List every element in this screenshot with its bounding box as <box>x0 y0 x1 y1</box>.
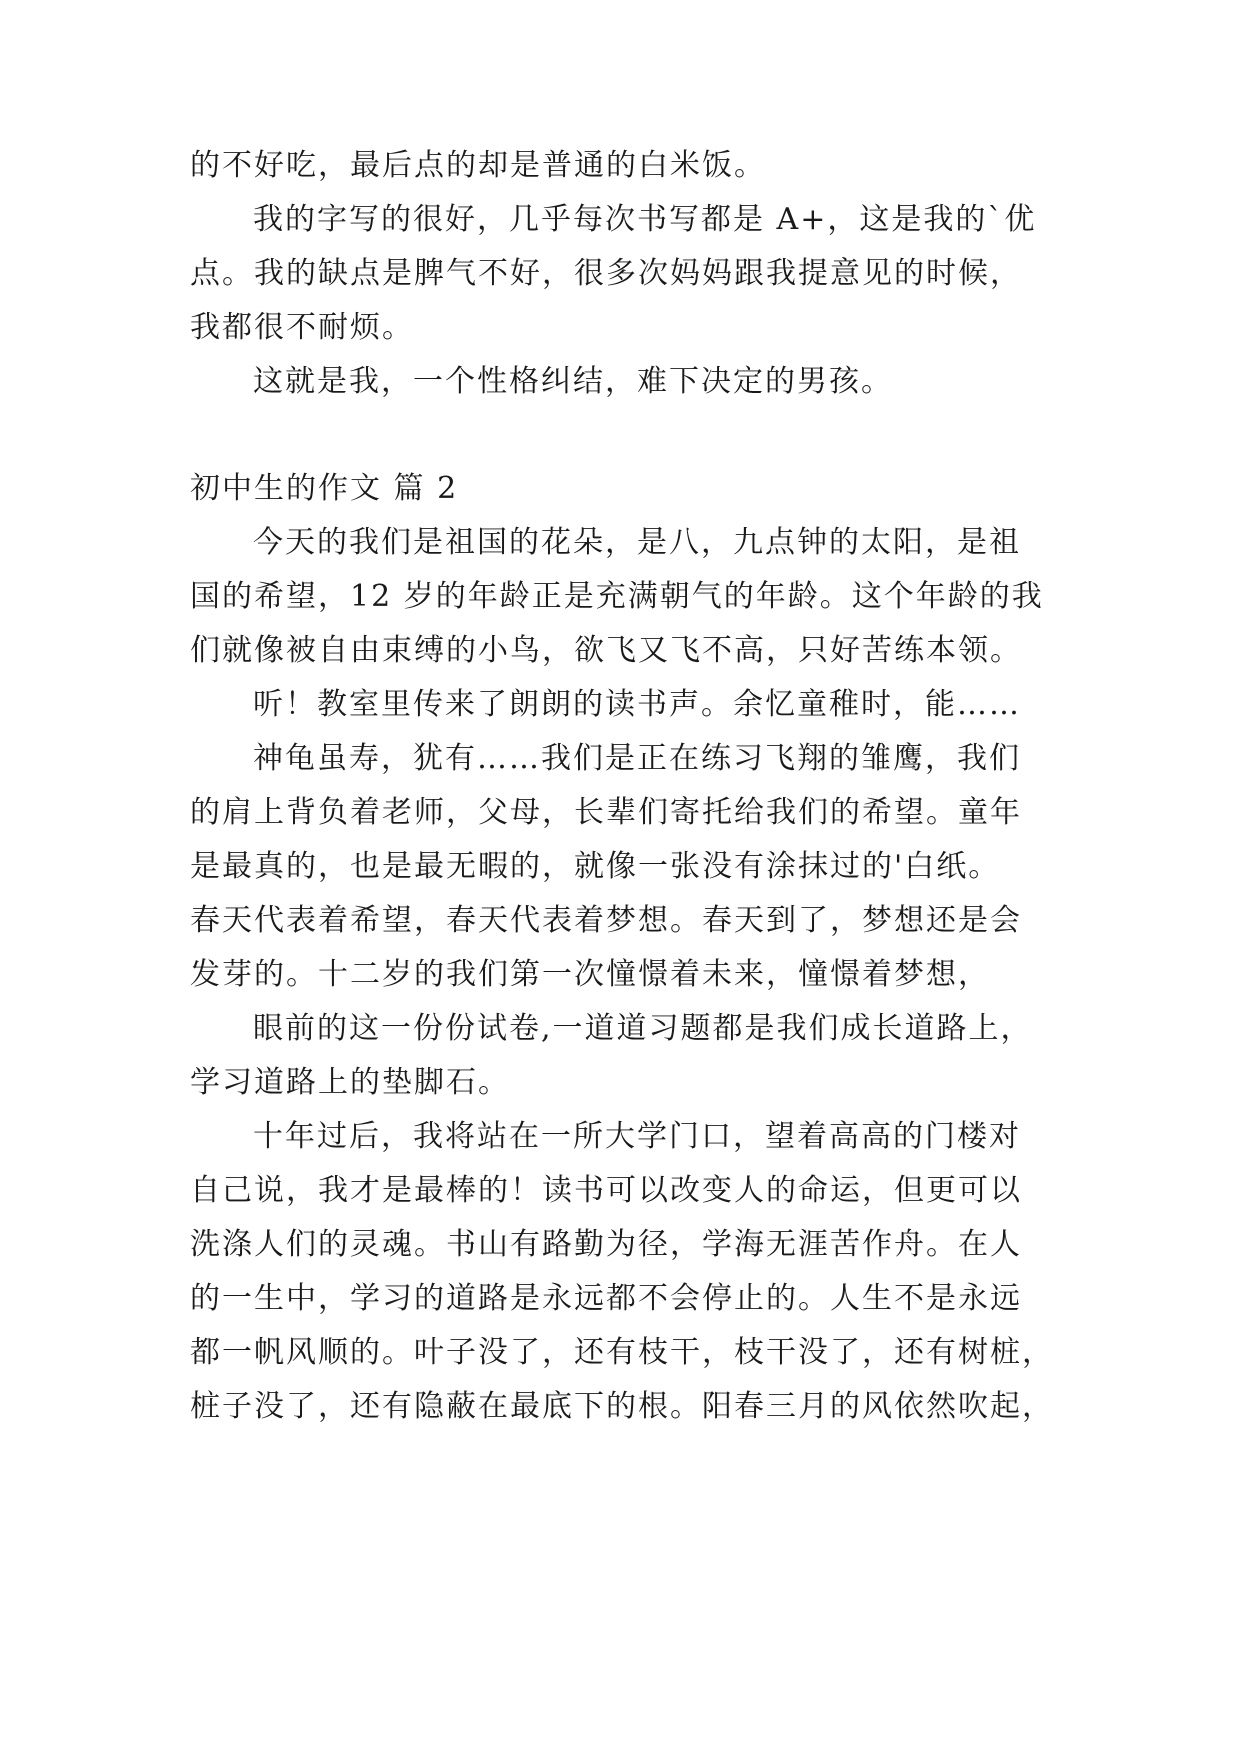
text-line: 这就是我，一个性格纠结，难下决定的男孩。 <box>253 364 893 399</box>
text-line: 听！教室里传来了朗朗的读书声。余忆童稚时，能…… <box>253 687 1021 722</box>
text-line: 今天的我们是祖国的花朵，是八，九点钟的太阳，是祖 <box>253 525 1021 560</box>
text-line: 发芽的。十二岁的我们第一次憧憬着未来，憧憬着梦想， <box>190 957 990 992</box>
text-line: 学习道路上的垫脚石。 <box>190 1065 510 1100</box>
text-line: 的一生中，学习的道路是永远都不会停止的。人生不是永远 <box>190 1281 1022 1316</box>
text-line: 们就像被自由束缚的小鸟，欲飞又飞不高，只好苦练本领。 <box>190 633 1022 668</box>
text-line: 眼前的这一份份试卷,一道道习题都是我们成长道路上， <box>253 1011 1033 1046</box>
text-line: 我的字写的很好，几乎每次书写都是 A+，这是我的`优 <box>253 202 1037 237</box>
text-line: 点。我的缺点是脾气不好，很多次妈妈跟我提意见的时候， <box>190 256 1022 291</box>
text-line: 都一帆风顺的。叶子没了，还有枝干，枝干没了，还有树桩， <box>190 1335 1054 1370</box>
text-line: 的不好吃，最后点的却是普通的白米饭。 <box>190 148 766 183</box>
text-line: 桩子没了，还有隐蔽在最底下的根。阳春三月的风依然吹起， <box>190 1389 1054 1424</box>
text-line: 的肩上背负着老师，父母，长辈们寄托给我们的希望。童年 <box>190 795 1022 830</box>
text-line: 神龟虽寿，犹有……我们是正在练习飞翔的雏鹰，我们 <box>253 741 1021 776</box>
text-line: 国的希望，12 岁的年龄正是充满朝气的年龄。这个年龄的我 <box>190 579 1044 614</box>
text-line: 十年过后，我将站在一所大学门口，望着高高的门楼对 <box>253 1119 1021 1154</box>
section-heading: 初中生的作文 篇 2 <box>190 471 459 506</box>
text-line: 春天代表着希望，春天代表着梦想。春天到了，梦想还是会 <box>190 903 1022 938</box>
text-line: 我都很不耐烦。 <box>190 310 414 345</box>
text-line: 洗涤人们的灵魂。书山有路勤为径，学海无涯苦作舟。在人 <box>190 1227 1022 1262</box>
text-line: 是最真的，也是最无暇的，就像一张没有涂抹过的'白纸。 <box>190 849 1001 884</box>
text-line: 自己说，我才是最棒的！读书可以改变人的命运，但更可以 <box>190 1173 1022 1208</box>
